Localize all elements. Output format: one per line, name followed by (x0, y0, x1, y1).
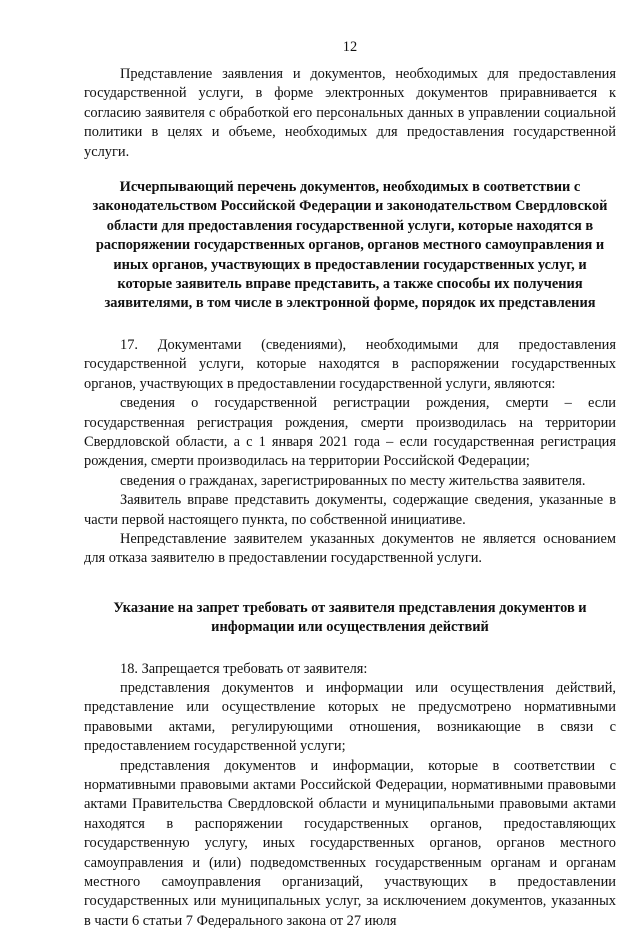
paragraph-18: 18. Запрещается требовать от заявителя: (120, 660, 368, 677)
intro-paragraph: Представление заявления и документов, необходимых для предоставления государственной услуги, в форме электронных документов приравнивается к согласию заявителя с обработкой его персональных данных в управлении социальной политики в целях и объеме, необходимых для предоставления государственной услуги. (84, 66, 616, 160)
section-heading-prohibition: Указание на запрет требовать от заявителя представления документов и информации или осуществления действий (113, 599, 587, 636)
paragraph-17-own-initiative: Заявитель вправе представить документы, содержащие сведения, указанные в части первой настоящего пункта, по собственной инициативе. (84, 492, 616, 528)
paragraph-17: 17. Документами (сведениями), необходимыми для предоставления государственной услуги, которые находятся в распоряжении государственных органов, участвующих в предоставлении государственной услуги, являются: (84, 336, 616, 392)
paragraph-18-item-documents: представления документов и информации, которые в соответствии с нормативными правовыми актами Российской Федерации, нормативными правовыми актами Правительства Свердловской области и муниципальными правовыми актами находятся в распоряжении государственных органов, предоставляющих государственную услугу, иных государственных органов, органов местного самоуправления и (или) подведомственных государственным органам и органам местного самоуправления организаций, участвующих в предоставлении государственных или муниципальных услуг, за исключением документов, указанных в части 6 статьи 7 Федерального закона от 27 июля (84, 757, 616, 929)
page-number: 12 (342, 39, 358, 55)
paragraph-17-item-birth-death: сведения о государственной регистрации рождения, смерти – если государственная регистрация рождения, смерти производилась на территории Свердловской области, а с 1 января 2021 года – если государственная регистрация рождения, смерти производилась на территории Российской Федерации; (84, 395, 616, 470)
paragraph-18-item-actions: представления документов и информации или осуществления действий, представление или осуществление которых не предусмотрено нормативными правовыми актами, регулирующими отношения, возникающие в связи с предоставлением государственной услуги; (84, 679, 616, 755)
section-heading-documents-list: Исчерпывающий перечень документов, необходимых в соответствии с законодательством Российской Федерации и законодательством Свердловской области для предоставления государственной услуги, которые находятся в распоряжении государственных органов, органов местного самоуправления и иных органов, участвующих в предоставлении государственных услуг, и которые заявитель вправе представить, а также способы их получения заявителями, в том числе в электронной форме, порядок их представления (92, 179, 608, 312)
paragraph-17-item-residents: сведения о гражданах, зарегистрированных по месту жительства заявителя. (120, 472, 586, 489)
paragraph-17-non-submission: Непредставление заявителем указанных документов не является основанием для отказа заявителю в предоставлении государственной услуги. (84, 530, 616, 567)
